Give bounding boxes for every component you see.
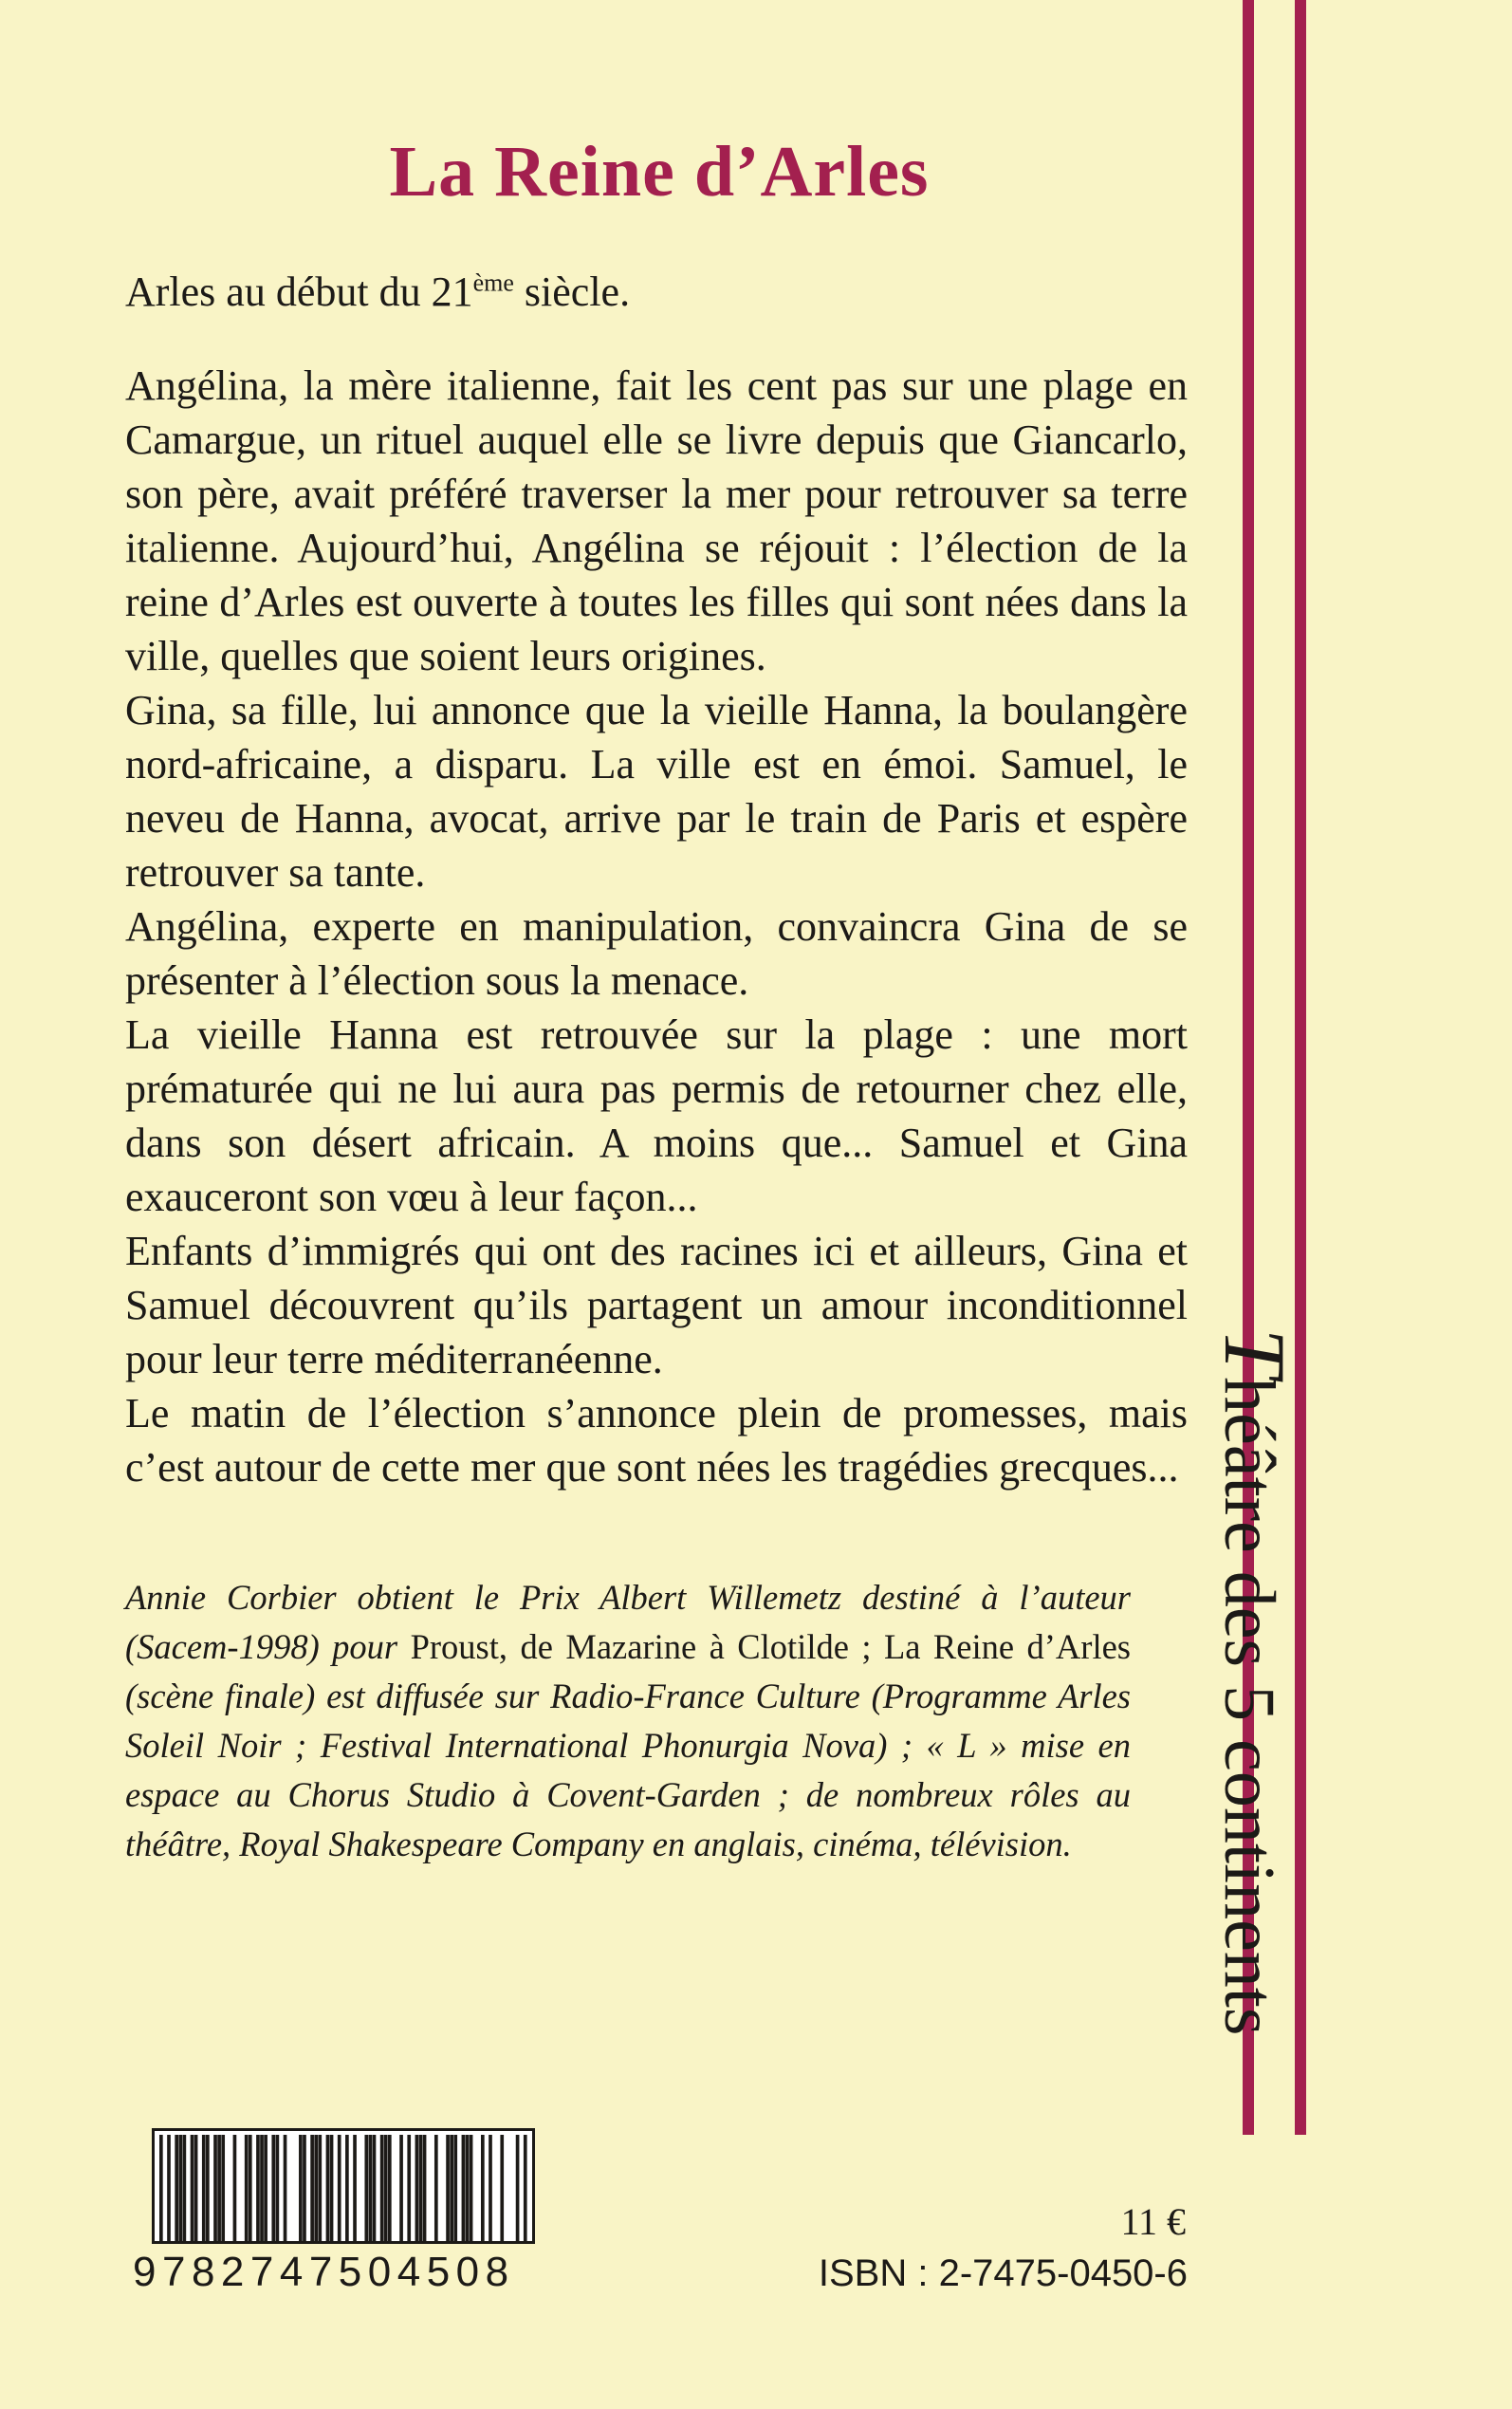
barcode-bar — [489, 2135, 492, 2244]
synopsis-paragraph: Angélina, la mère italienne, fait les cent pas sur une plage en Camargue, un rituel auquel elle se livre depuis que Giancarlo, son père, avait préféré traverser la mer pour retrouver sa terre italienne. Aujourd’hui, Angélina se réjouit : l’élection de la reine d’Arles est ouverte à toutes les filles qui sont nées dans la ville, quelles que soient leurs origines. — [125, 362, 1188, 679]
barcode-bar — [271, 2135, 275, 2244]
synopsis-paragraph: La vieille Hanna est retrouvée sur la plage : une mort prématurée qui ne lui aura pas permis de retourner chez elle, dans son désert africain. A moins que... Samuel et Gina exauceront son vœu à leur façon... — [125, 1011, 1188, 1220]
barcode-bar — [217, 2135, 221, 2244]
barcode-bar — [314, 2135, 318, 2244]
barcode-bar — [524, 2135, 527, 2244]
synopsis-paragraph: Angélina, experte en manipulation, convaincra Gina de se présenter à l’élection sous la menace. — [125, 903, 1188, 1004]
barcode-bar — [466, 2135, 470, 2244]
barcode-bar — [369, 2135, 373, 2244]
barcode-bar — [249, 2135, 252, 2244]
barcode-bar — [213, 2135, 217, 2244]
barcode-bar — [481, 2135, 485, 2244]
barcode-bar — [446, 2135, 450, 2244]
bio-work-title: La Reine d’Arles — [883, 1627, 1131, 1666]
setting-text-end: siècle. — [513, 269, 631, 315]
barcode-bar — [221, 2135, 225, 2244]
barcode-bar — [434, 2135, 438, 2244]
setting-text: Arles au début du 21 — [125, 269, 473, 315]
barcode-bar — [388, 2135, 392, 2244]
barcode-bar — [284, 2135, 287, 2244]
barcode-bar — [380, 2135, 384, 2244]
barcode-bar — [326, 2135, 330, 2244]
barcode-bar — [399, 2135, 403, 2244]
barcode-bar — [500, 2135, 504, 2244]
barcode-bar — [256, 2135, 260, 2244]
book-title: La Reine d’Arles — [389, 132, 930, 212]
bio-text: Annie Corbier obtient le Prix Albert Willemetz destiné à l’auteur (Sacem-1998) pour — [125, 1578, 1131, 1666]
barcode-bar — [233, 2135, 237, 2244]
barcode-bar — [353, 2135, 357, 2244]
barcode — [159, 2135, 527, 2244]
barcode-bar — [415, 2135, 419, 2244]
barcode-bar — [194, 2135, 198, 2244]
barcode-bar — [407, 2135, 411, 2244]
setting-line — [125, 268, 630, 316]
barcode-bar — [373, 2135, 377, 2244]
barcode-bar — [470, 2135, 473, 2244]
barcode-bar — [303, 2135, 306, 2244]
synopsis-paragraph: Gina, sa fille, lui annonce que la vieille Hanna, la boulangère nord-africaine, a disparu. La ville est en émoi. Samuel, le neveu de Hanna, avocat, arrive par le train de Paris et espère retrouver sa tante. — [125, 687, 1188, 896]
barcode-bar — [178, 2135, 182, 2244]
barcode-digits: 9782747504508 — [133, 2249, 515, 2295]
barcode-bar — [276, 2135, 280, 2244]
barcode-bar — [450, 2135, 453, 2244]
barcode-bar — [264, 2135, 267, 2244]
barcode-bar — [260, 2135, 264, 2244]
barcode-bar — [364, 2135, 368, 2244]
barcode-bar — [245, 2135, 249, 2244]
price: 11 € — [1120, 2200, 1186, 2243]
barcode-bar — [167, 2135, 171, 2244]
barcode-bar — [345, 2135, 349, 2244]
synopsis-paragraph: Enfants d’immigrés qui ont des racines ici et ailleurs, Gina et Samuel découvrent qu’ils partagent un amour inconditionnel pour leur terre méditerranéenne. — [125, 1228, 1188, 1382]
barcode-bar — [516, 2135, 520, 2244]
barcode-bar — [462, 2135, 466, 2244]
barcode-bar — [423, 2135, 427, 2244]
bio-text: (scène finale) est diffusée sur Radio-France Culture (Programme Arles Soleil Noir ; Festival International Phonurgia Nova) ; « L » mise en espace au Chorus Studio à Covent-Garden ; de nombreux rôles au théâtre, Royal Shakespeare Company en anglais, cinéma, télévision. — [125, 1677, 1131, 1863]
synopsis — [125, 359, 1188, 1494]
barcode-bar — [419, 2135, 423, 2244]
isbn: ISBN : 2-7475-0450-6 — [818, 2252, 1188, 2294]
series-title-initial: T — [1207, 1328, 1303, 1378]
barcode-bar — [202, 2135, 206, 2244]
barcode-bar — [175, 2135, 178, 2244]
barcode-bar — [338, 2135, 341, 2244]
barcode-bar — [384, 2135, 388, 2244]
barcode-bar — [159, 2135, 163, 2244]
setting-superscript: ème — [472, 269, 514, 297]
series-title-rest: héâtre des 5 continents — [1209, 1377, 1289, 2036]
author-biography — [125, 1573, 1131, 1869]
barcode-bar — [191, 2135, 194, 2244]
synopsis-paragraph: Le matin de l’élection s’annonce plein de promesses, mais c’est autour de cette mer que sont nées les tragédies grecques... — [125, 1390, 1188, 1491]
barcode-bar — [299, 2135, 303, 2244]
series-title — [1207, 1328, 1303, 2144]
barcode-bar — [453, 2135, 457, 2244]
barcode-bar — [206, 2135, 210, 2244]
bio-work-title: Proust, de Mazarine à Clotilde ; — [410, 1627, 872, 1666]
bio-text — [872, 1627, 884, 1666]
barcode-bar — [310, 2135, 314, 2244]
barcode-bar — [183, 2135, 187, 2244]
barcode-bar — [330, 2135, 334, 2244]
barcode-bar — [318, 2135, 322, 2244]
